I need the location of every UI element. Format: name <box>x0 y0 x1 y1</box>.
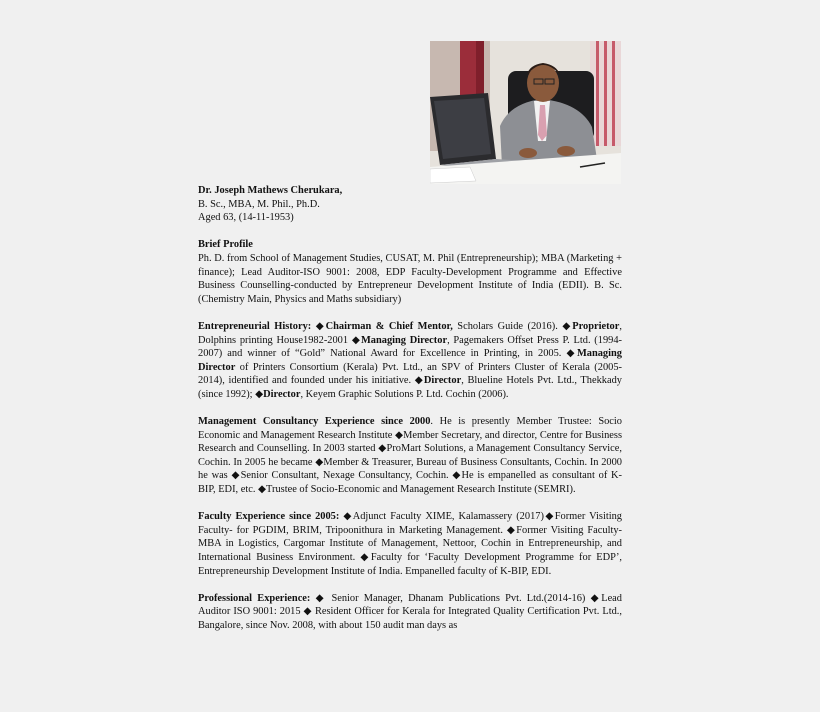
professional-text: ◆ Senior Manager, Dhanam Publications Pvt. Ltd.(2014-16) ◆Lead Auditor ISO 9001: 2015 ◆ Resident Officer for Kerala for Integrated Quality Certification Pvt. Ltd., Bangalore, since Nov. 2008, with about 150 audit man days as <box>198 592 622 631</box>
role-title: Proprietor <box>572 320 620 332</box>
consultancy-heading: Management Consultancy Experience since 2000 <box>198 416 431 428</box>
role-title: Chairman & Chief Mentor, <box>325 320 453 332</box>
entrepreneurial-section <box>198 320 622 402</box>
faculty-section <box>198 510 622 578</box>
diamond-icon: ◆ <box>351 334 361 346</box>
profile-photo <box>430 41 621 184</box>
professional-paragraph <box>198 592 622 633</box>
role-title: Managing Director <box>360 334 448 346</box>
faculty-paragraph <box>198 510 622 578</box>
role-text: , Blueline Hotels Pvt. Ltd., Thekkady (since 1992); <box>198 375 622 400</box>
entrepreneurial-heading: Entrepreneurial History: <box>198 320 312 332</box>
role-title: Managing Director <box>198 348 622 373</box>
entrepreneurial-paragraph <box>198 320 622 402</box>
diamond-icon: ◆ <box>414 375 424 387</box>
diamond-icon: ◆ <box>566 348 577 360</box>
consultancy-section <box>198 415 622 497</box>
header-block <box>198 184 622 225</box>
role-text: of Printers Consortium (Kerala) Pvt. Ltd., an SPV of Printers Cluster of Kerala (2005-2014), identified and founded under his initiative. <box>198 361 622 387</box>
consultancy-text: . He is presently Member Trustee: Socio Economic and Management Research Institute ◆Member Secretary, and director, Centre for Business Research and Counselling. In 2003 started ◆ProMart Solutions, a Management Consultancy Service, Cochin. In 2005 he became ◆Member & Treasurer, Bureau of Business Consultants, Cochin. In 2000 he was ◆Senior Consultant, Nexage Consultancy, Cochin. ◆He is empanelled as consultant of K-BIP, EDI, etc. ◆Trustee of Socio-Economic and Management Research Institute (SEMRI). <box>198 416 622 496</box>
role-text: Scholars Guide (2016). <box>452 320 563 332</box>
role-text: , Keyem Graphic Solutions P. Ltd. Cochin (2006). <box>300 388 509 400</box>
degrees: B. Sc., MBA, M. Phil., Ph.D. <box>198 198 320 210</box>
consultancy-paragraph <box>198 415 622 497</box>
diamond-icon: ◆ <box>255 388 264 400</box>
profile-text <box>198 184 622 633</box>
role-title: Director <box>423 375 462 387</box>
role-text: , Dolphins printing House1982-2001 <box>198 320 622 346</box>
brief-profile-section <box>198 238 622 306</box>
age: Aged 63, (14-11-1953) <box>198 212 294 224</box>
diamond-icon: ◆ <box>315 320 326 332</box>
person-at-laptop-photo <box>430 41 621 184</box>
professional-section <box>198 592 622 633</box>
person-name: Dr. Joseph Mathews Cherukara, <box>198 185 343 196</box>
brief-profile-text: Ph. D. from School of Management Studies, CUSAT, M. Phil (Entrepreneurship); MBA (Marketing + finance); Lead Auditor-ISO 9001: 2008, EDP Faculty-Development Programme and Effective Business Counselling-conducted by Entrepreneur Development Institute of India (EDII). B. Sc. (Chemistry Main, Physics and Maths subsidiary) <box>198 252 622 305</box>
diamond-icon: ◆ <box>562 320 573 332</box>
professional-heading: Professional Experience: <box>198 592 311 604</box>
brief-profile-heading: Brief Profile <box>198 239 253 251</box>
role-text: , Pagemakers Offset Press P. Ltd. (1994-2007) and winner of “Gold” National Award for Excellence in Printing, in 2005. <box>198 334 623 360</box>
faculty-heading: Faculty Experience since 2005: <box>198 511 340 523</box>
role-title: Director <box>263 388 301 400</box>
faculty-text: ◆Adjunct Faculty XIME, Kalamassery (2017)◆Former Visiting Faculty- for PGDIM, BRIM, Tripoonithura in Marketing Management. ◆Former Visiting Faculty- MBA in Logistics, Cargomar Institute of Management, Nettoor, Cochin in Entrepreneurship, and International Business Environment. ◆Faculty for ‘Faculty Development Programme for EDP’, Entrepreneurship Development Institute of India. Empanelled faculty of K-BIP, EDI. <box>198 511 622 577</box>
